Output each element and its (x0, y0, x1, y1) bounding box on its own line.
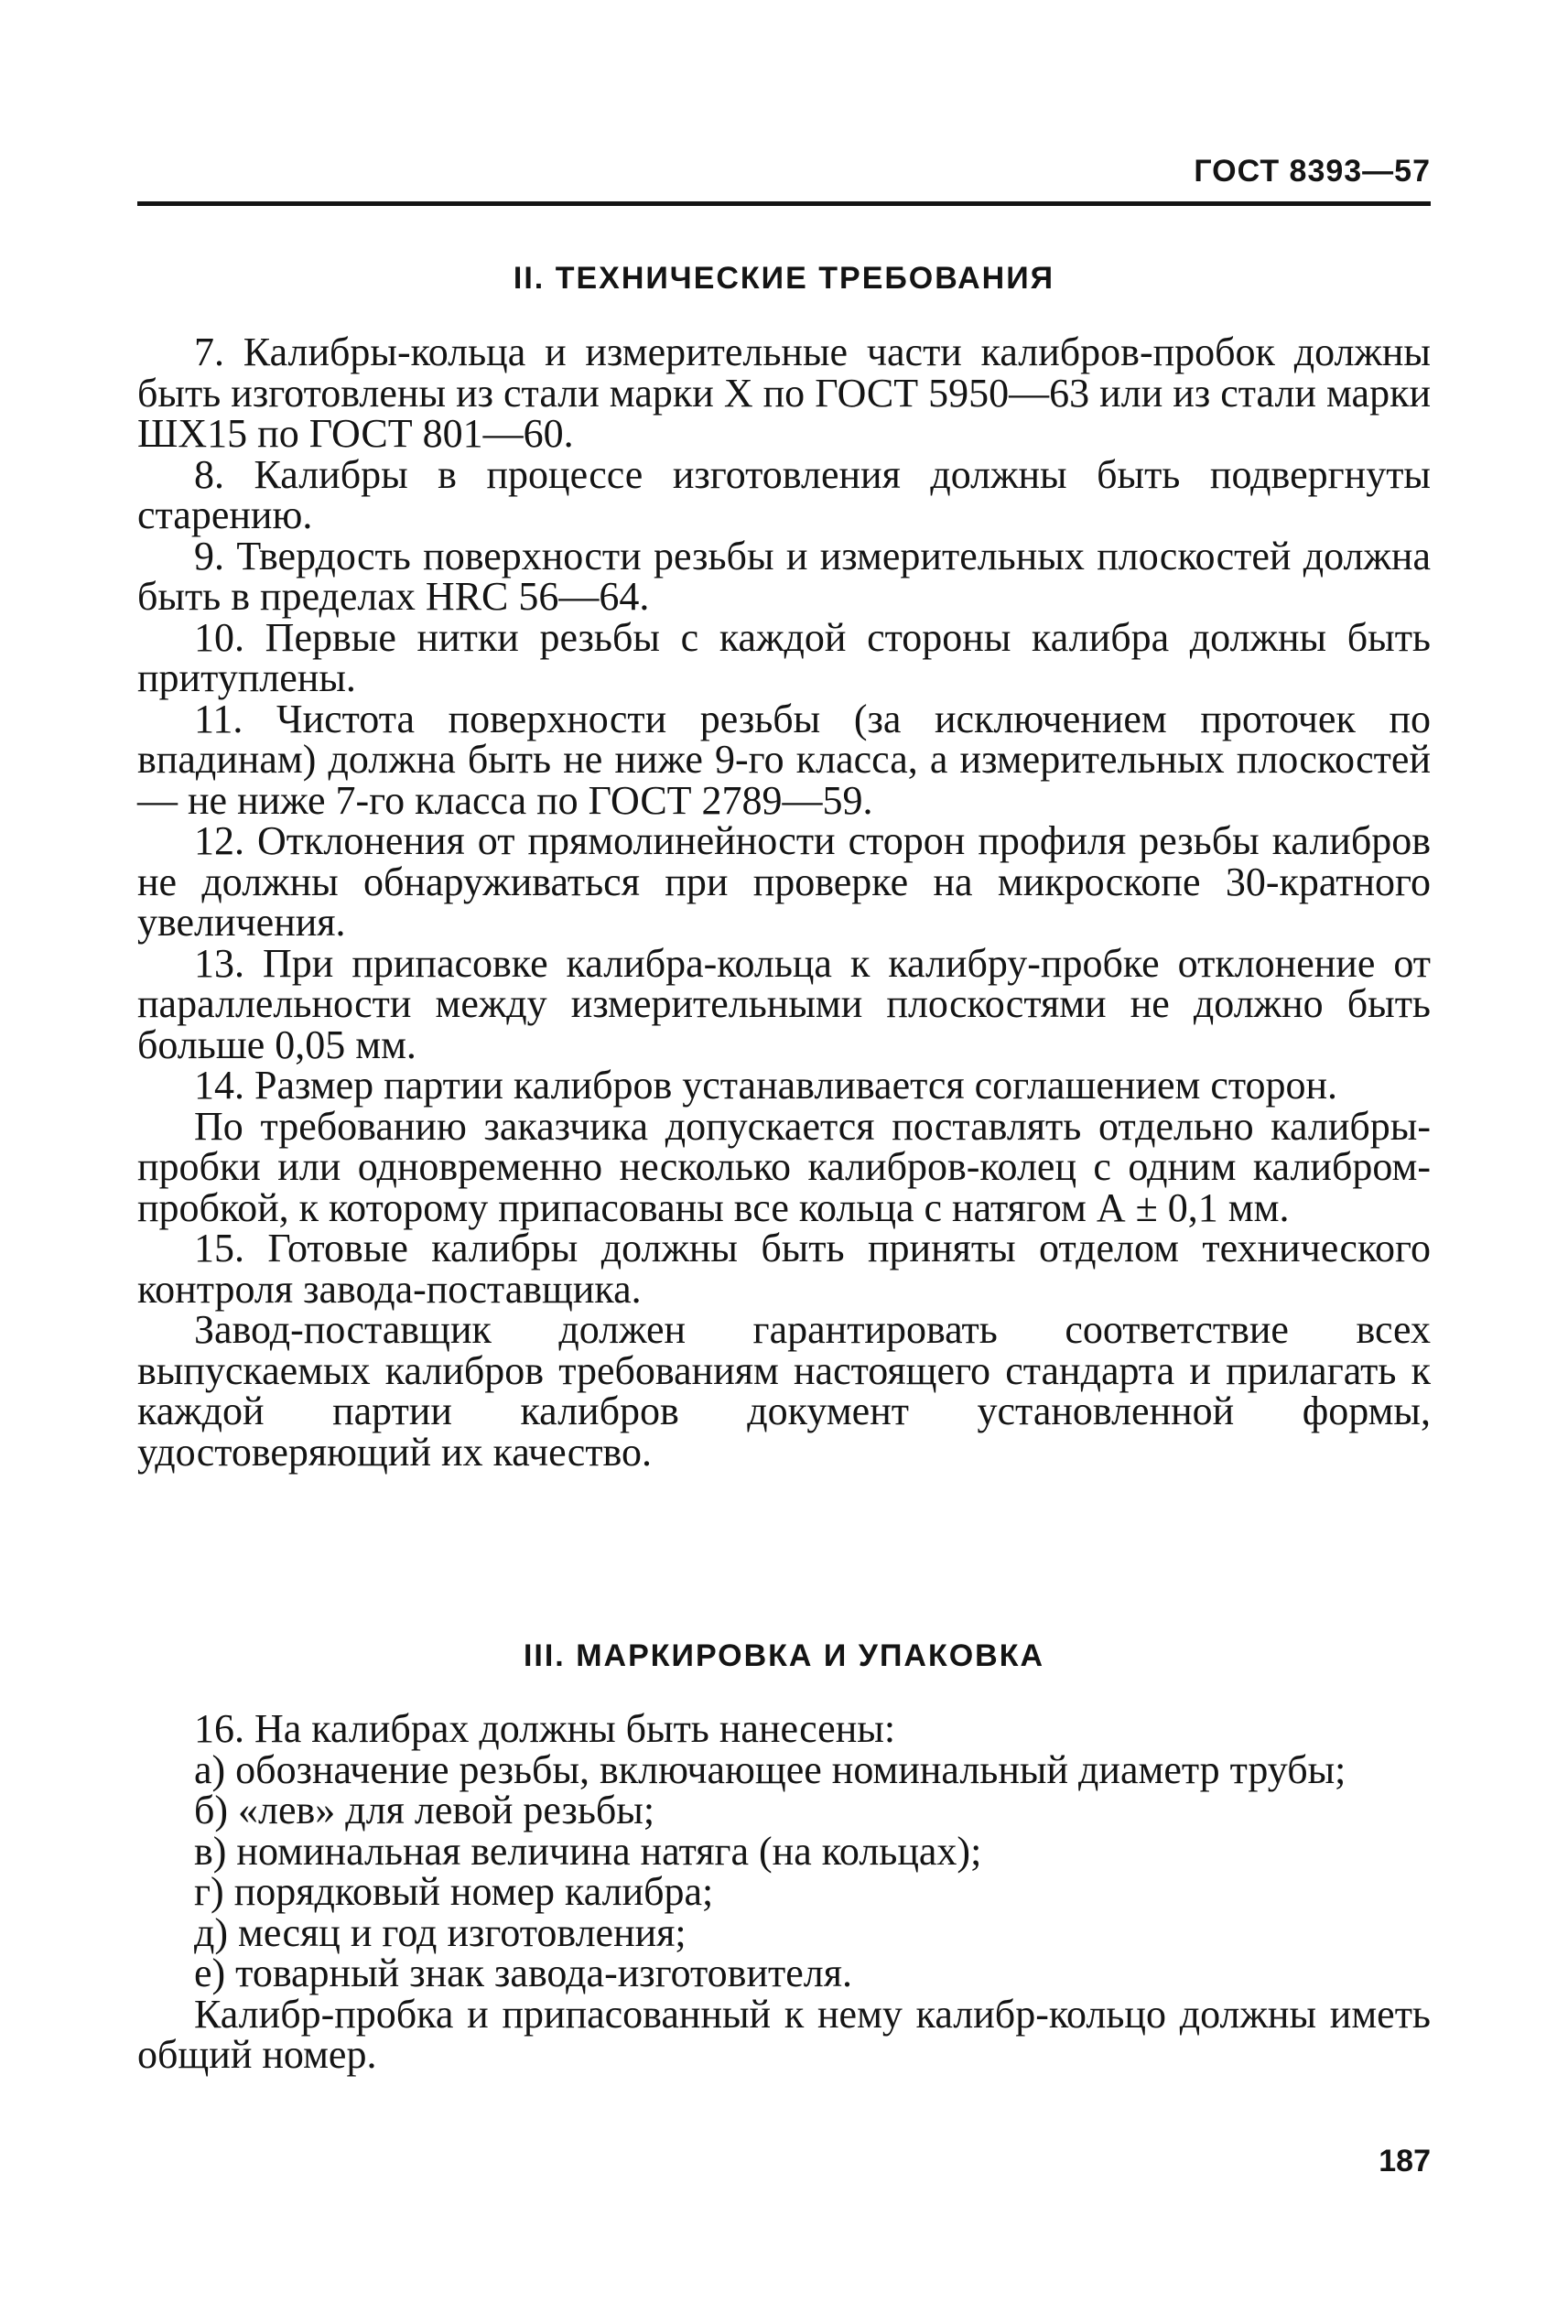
technical-requirements-body (137, 332, 1431, 1473)
marking-item-d: г) порядковый номер калибра; (194, 1869, 714, 1914)
clause-12: 12. Отклонения от прямолинейности сторон профиля резьбы калибров не должны обнаруживаться при проверке на микроскопе 30-кратного увеличения. (137, 818, 1431, 945)
marking-packaging-body (137, 1706, 1431, 2077)
section-title-technical-requirements: II. ТЕХНИЧЕСКИЕ ТРЕБОВАНИЯ (513, 261, 1055, 296)
clause-8: 8. Калибры в процессе изготовления должны быть подвергнуты старению. (137, 451, 1431, 537)
marking-item-a: а) обозначение резьбы, включающее номинальный диаметр трубы; (194, 1746, 1346, 1792)
clause-16: 16. На калибрах должны быть нанесены: (194, 1706, 896, 1751)
marking-item-f: е) товарный знак завода-изготовителя. (194, 1951, 852, 1995)
marking-item-c: в) номинальная величина натяга (на кольцах); (194, 1828, 982, 1874)
marking-item-e: д) месяц и год изготовления; (194, 1909, 687, 1955)
clause-14: 14. Размер партии калибров устанавливается соглашением сторон. (194, 1063, 1338, 1108)
clause-15: 15. Готовые калибры должны быть приняты отделом технического контроля завода-поставщика. (137, 1226, 1431, 1312)
clause-15-note: Завод-поставщик должен гарантировать соответствие всех выпускаемых калибров требованиям настоящего стандарта и прилагать к каждой партии калибров документ установленной формы, удостоверяющий их качество. (137, 1307, 1431, 1475)
standard-code: ГОСТ 8393—57 (1194, 154, 1431, 189)
marking-item-b: б) «лев» для левой резьбы; (194, 1788, 655, 1832)
clause-10: 10. Первые нитки резьбы с каждой стороны калибра должны быть притуплены. (137, 614, 1431, 700)
page-number: 187 (1379, 2144, 1431, 2178)
clause-9: 9. Твердость поверхности резьбы и измерительных плоскостей должна быть в пределах HRC 56—64. (137, 533, 1431, 619)
clause-13: 13. При припасовке калибра-кольца к калибру-пробке отклонение от параллельности между измерительными плоскостями не должно быть больше 0,05 мм. (137, 940, 1431, 1067)
header-divider (137, 201, 1431, 206)
clause-14-note: По требованию заказчика допускается поставлять отдельно калибры-пробки или одновременно несколько калибров-колец с одним калибром-пробкой, к которому припасованы все кольца с натягом А ± 0,1 мм. (137, 1103, 1431, 1230)
clause-7: 7. Калибры-кольца и измерительные части калибров-пробок должны быть изготовлены из стали марки Х по ГОСТ 5950—63 или из стали марки ШХ15 по ГОСТ 801—60. (137, 330, 1431, 456)
section-title-marking-packaging: III. МАРКИРОВКА И УПАКОВКА (523, 1638, 1045, 1673)
closing-note: Калибр-пробка и припасованный к нему калибр-кольцо должны иметь общий номер. (137, 1991, 1431, 2077)
clause-11: 11. Чистота поверхности резьбы (за исключением проточек по впадинам) должна быть не ниже 9-го класса, а измерительных плоскостей — не ниже 7-го класса по ГОСТ 2789—59. (137, 696, 1431, 823)
